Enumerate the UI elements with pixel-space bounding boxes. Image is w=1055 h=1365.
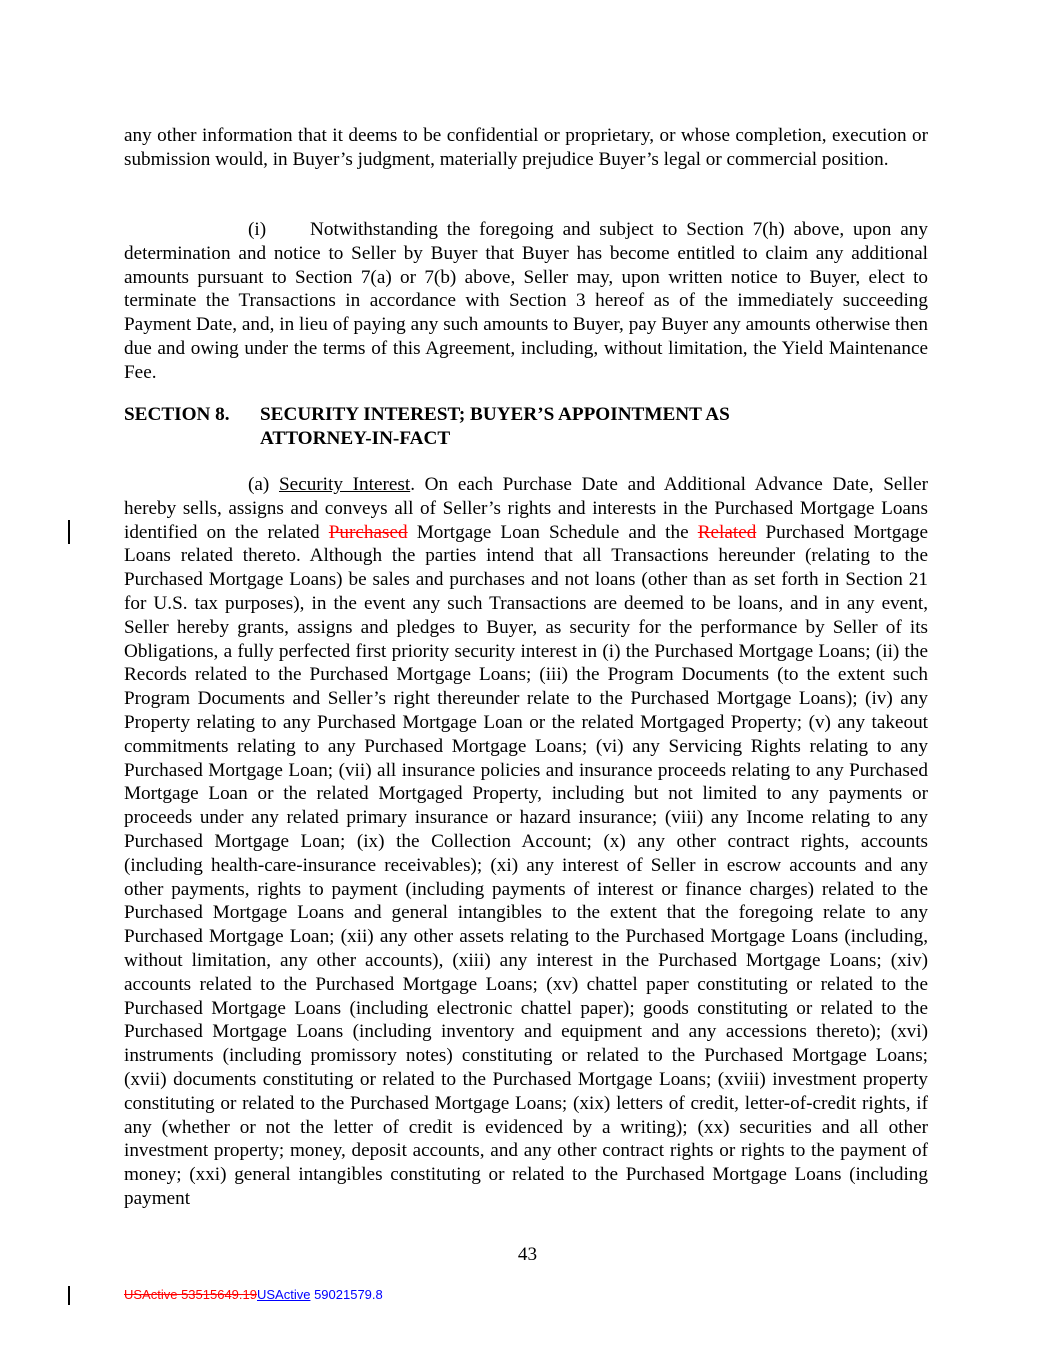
paragraph-i (124, 218, 928, 385)
footer-old-id: USActive 53515649.19 (124, 1287, 257, 1302)
document-footer-id (124, 1287, 383, 1303)
paragraph-a-text-2: Mortgage Loan Schedule and the (407, 521, 698, 543)
paragraph-i-text: Notwithstanding the foregoing and subject to Section 7(h) above, upon any determination and notice to Seller by Buyer that Buyer has become entitled to claim any additional amounts pursuant to Section 7(a) or 7(b) above, Seller may, upon written notice to Buyer, elect to terminate the Transactions in accordance with Section 3 hereof as of the immediately succeeding Payment Date, and, in lieu of paying any such amounts to Buyer, pay Buyer any amounts otherwise then due and owing under the terms of this Agreement, including, without limitation, the Yield Maintenance Fee. (124, 219, 928, 383)
paragraph-a (124, 473, 928, 1211)
paragraph-a-label: (a) (248, 474, 270, 495)
paragraph-a-text-3: Purchased Mortgage Loans related thereto. Although the parties intend that all Transactions hereunder (relating to the Purchased Mortgage Loans) be sales and purchases and not loans (other than as set forth in Section 21 for U.S. tax purposes), in the event any such Transactions are deemed to be loans, and in any event, Seller hereby grants, assigns and pledges to Buyer, as security for the performance by Seller of its Obligations, a fully perfected first priority security interest in (i) the Purchased Mortgage Loans; (ii) the Records related to the Purchased Mortgage Loans; (iii) the Program Documents (to the extent such Program Documents and Seller’s right thereunder relate to the Purchased Mortgage Loans); (iv) any Property relating to any Purchased Mortgage Loan or the related Mortgaged Property; (v) any takeout commitments relating to any Purchased Mortgage Loans; (vi) any Servicing Rights relating to any Purchased Mortgage Loan; (vii) all insurance policies and insurance proceeds relating to any Purchased Mortgage Loan or the related Mortgaged Property, including but not limited to any payments or proceeds under any related primary insurance or hazard insurance; (viii) any Income relating to any Purchased Mortgage Loan; (ix) the Collection Account; (x) any other contract rights, accounts (including health-care-insurance receivables); (xi) any interest of Seller in escrow accounts and any other payments, rights to payment (including payments of interest or finance charges) related to the Purchased Mortgage Loans and general intangibles to the extent that the foregoing relate to any Purchased Mortgage Loan; (xii) any other assets relating to the Purchased Mortgage Loans (including, without limitation, any other accounts), (xiii) any interest in the Purchased Mortgage Loans; (xiv) accounts related to the Purchased Mortgage Loans; (xv) chattel paper constituting or related to the Purchased Mortgage Loans (including electronic chattel paper); goods constituting or related to the Purchased Mortgage Loans (including inventory and equipment and any accessions thereto); (xvi) instruments (including promissory notes) constituting or related to the Purchased Mortgage Loans; (xvii) documents constituting or related to the Purchased Mortgage Loans; (xviii) investment property constituting or related to the Purchased Mortgage Loans; (xix) letters of credit, letter-of-credit rights, if any (whether or not the letter of credit is evidenced by a writing); (xx) securities and all other investment property; money, deposit accounts, and any other contract rights or rights to the payment of money; (xxi) general intangibles constituting or related to the Purchased Mortgage Loans (including payment (124, 521, 928, 1209)
continued-paragraph: any other information that it deems to be confidential or proprietary, or whose completion, execution or submission would, in Buyer’s judgment, materially prejudice Buyer’s legal or commercial position. (124, 125, 928, 170)
deleted-text-related: Related (697, 521, 757, 543)
section-title-line-2: ATTORNEY-IN-FACT (260, 427, 451, 449)
footer-new-label: USActive (256, 1287, 311, 1302)
change-bar-footer (68, 1286, 70, 1305)
section-title-line-1: SECURITY INTEREST; BUYER’S APPOINTMENT AS (260, 404, 730, 425)
footer-new-id: 59021579.8 (310, 1287, 383, 1302)
paragraph-i-label: (i) (248, 219, 267, 240)
paragraph-a-text-1: . On each Purchase Date and Additional Advance Date, Seller hereby sells, assigns and conveys all of Seller’s rights and interests in the Purchased Mortgage Loans identified on the related (124, 474, 928, 543)
change-bar-body (68, 520, 70, 544)
deleted-text-purchased: Purchased (328, 521, 408, 543)
security-interest-heading: Security Interest (279, 474, 411, 495)
page-number: 43 (517, 1244, 538, 1265)
section-number: SECTION 8. (124, 404, 230, 425)
section-title (260, 403, 860, 451)
